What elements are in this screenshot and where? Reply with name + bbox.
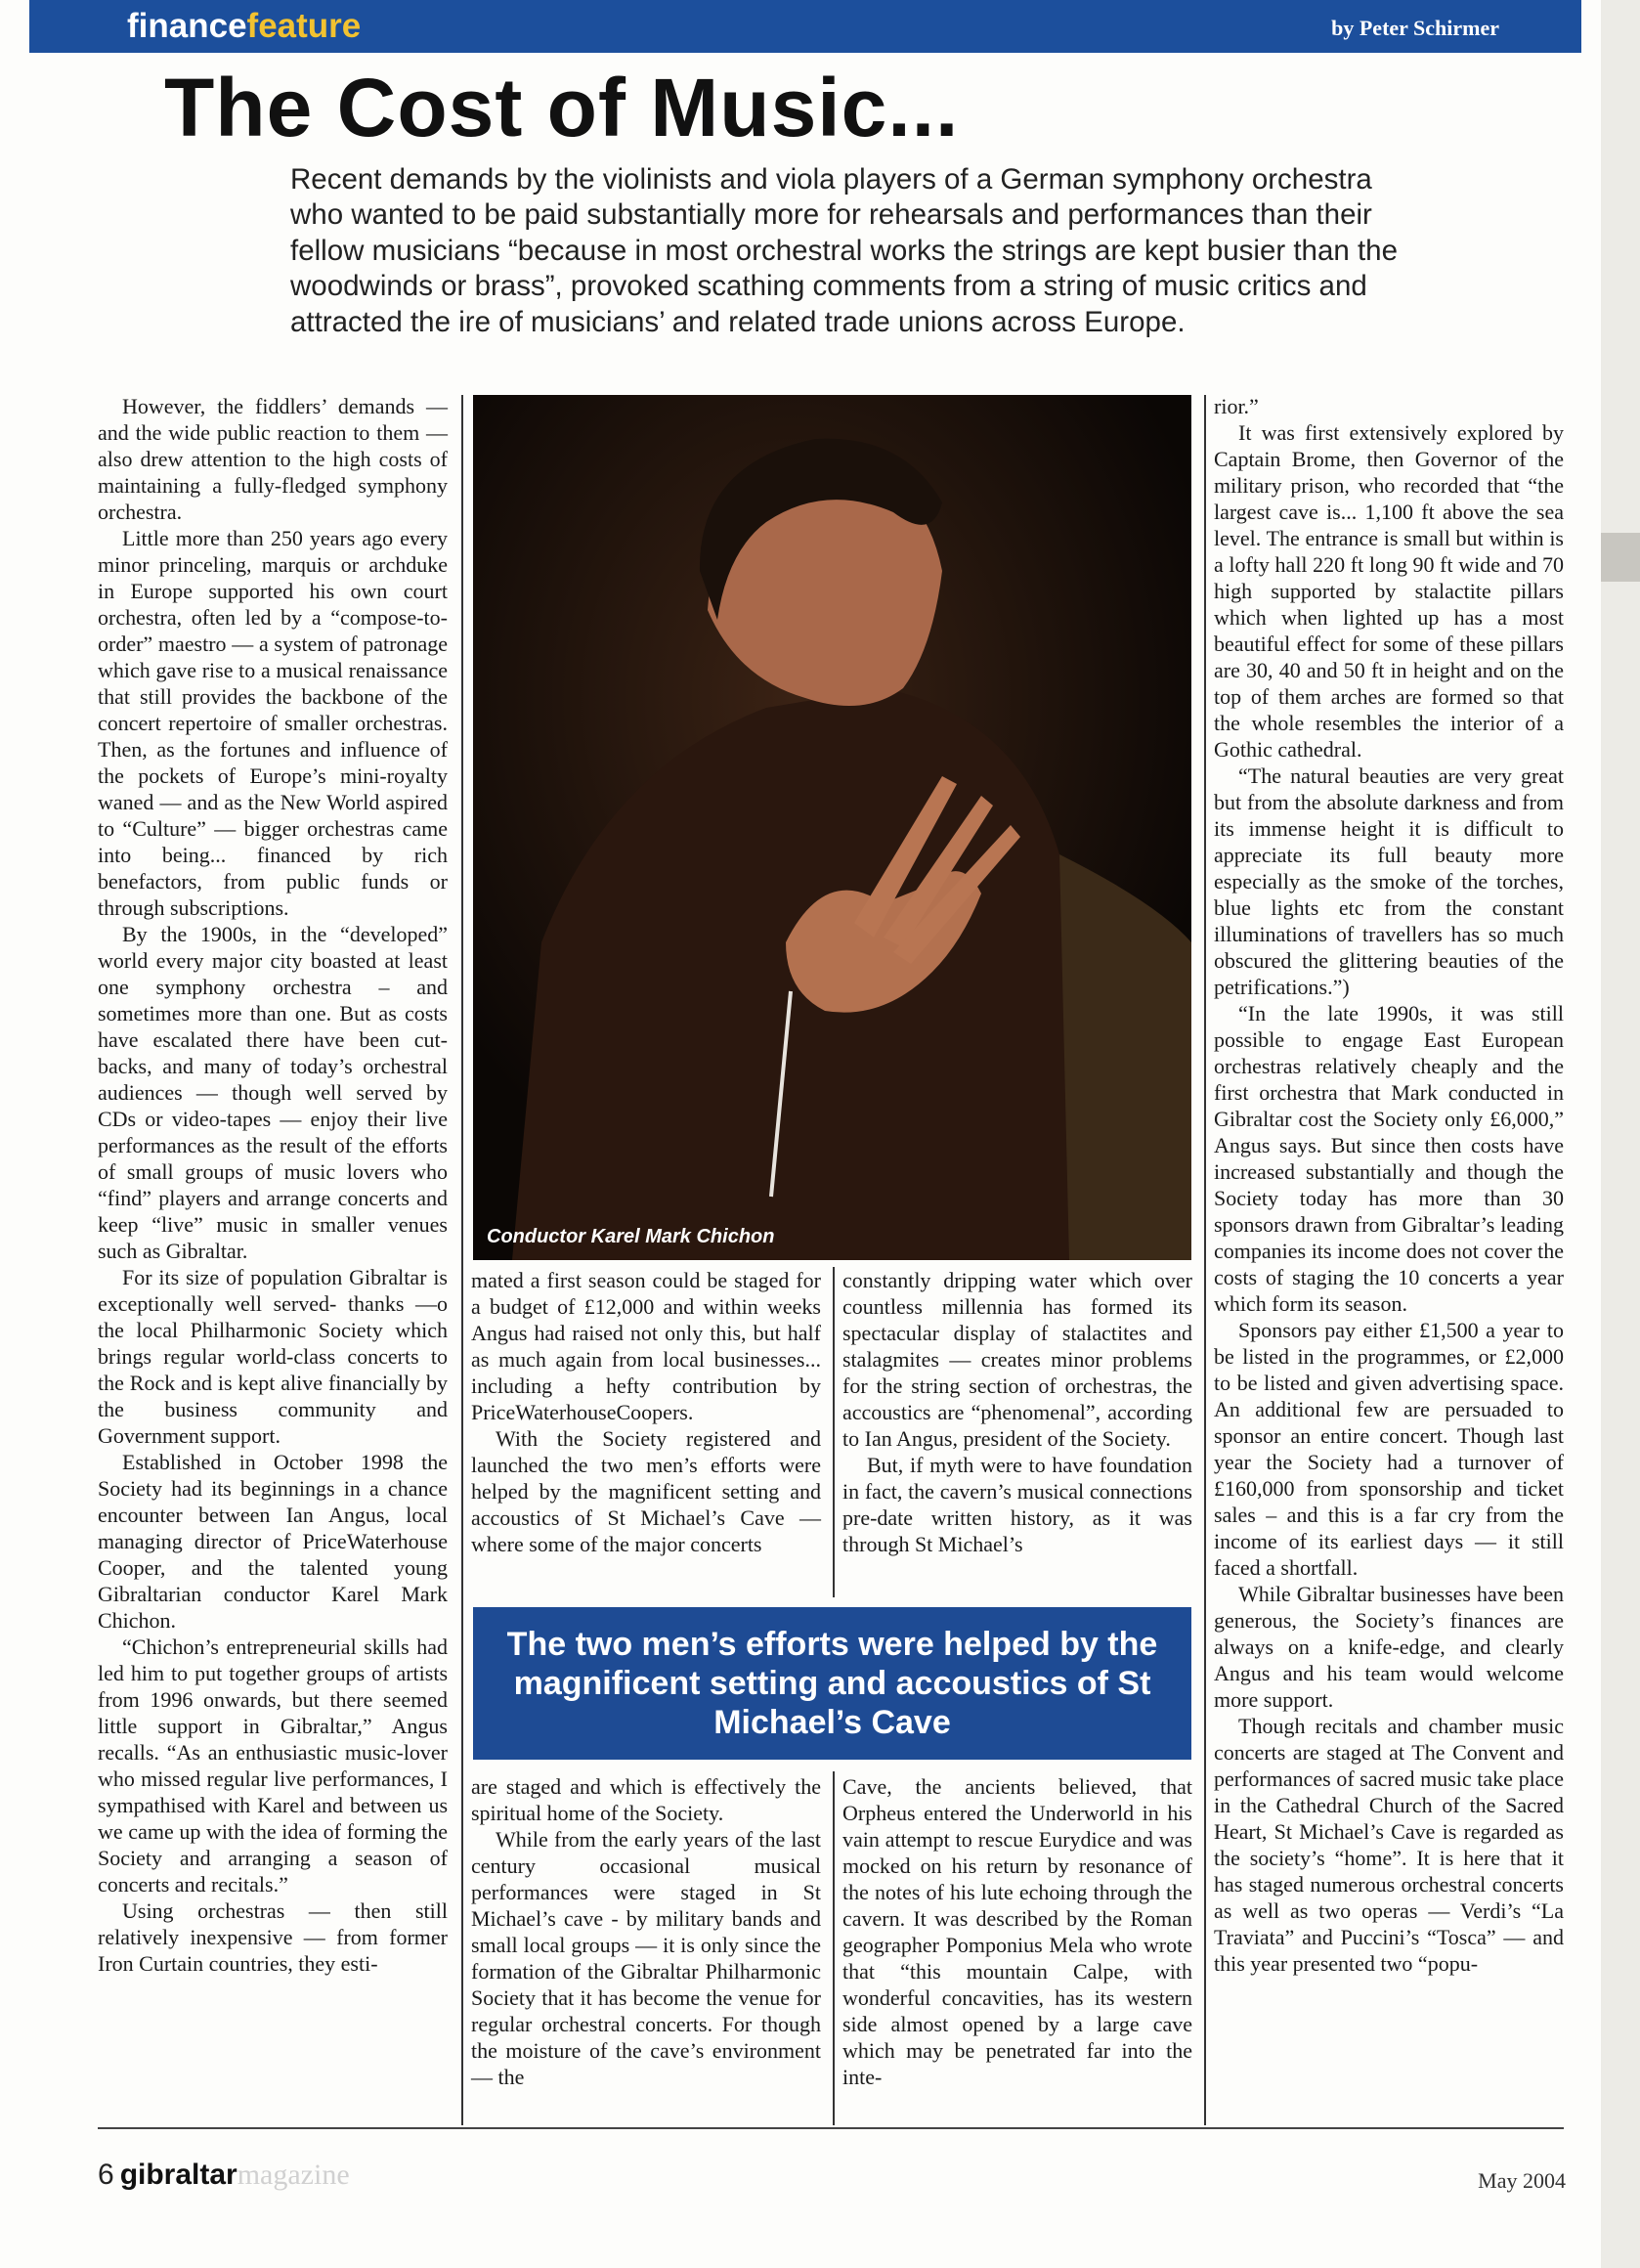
footer-rule — [98, 2127, 1564, 2129]
section-header-bar — [29, 0, 1581, 53]
byline: by Peter Schirmer — [1331, 16, 1499, 40]
paragraph: By the 1900s, in the “developed” world every major city boasted at least one symphony orchestra – and sometimes more than one. But as costs have escalated there have been cut-backs, and many of today’s orchestral audiences — though well served by CDs or video-tapes — enjoy their live performances as the result of the efforts of small groups of music lovers who “find” players and arrange concerts and keep “live” music in smaller venues such as Gibraltar. — [98, 922, 448, 1263]
page-folio — [98, 2159, 350, 2192]
paragraph: Established in October 1998 the Society had its beginnings in a chance encounter between Ian Angus, local managing director of PriceWaterhouse Cooper, and the talented young Gibraltarian conductor Karel Mark Chichon. — [98, 1450, 448, 1633]
paragraph: While from the early years of the last century occasional musical performances were staged in St Michael’s cave - by military bands and small local groups — it is only since the formation of the Gibraltar Philharmonic Society that it has become the venue for regular orchestral concerts. For though the moisture of the cave’s environment — the — [471, 1827, 821, 2089]
paragraph: With the Society registered and launched the two men’s efforts were helped by the magnificent setting and accoustics of St Michael’s Cave — where some of the major concerts — [471, 1426, 821, 1556]
column-4 — [1214, 393, 1564, 1977]
paragraph: “The natural beauties are very great but from the absolute darkness and from its immense height it is difficult to appreciate its full beauty more especially as the smoke of the torches, blue lights etc from the constant illuminations of travellers has so much obscured the glittering beauties of the petrifications.”) — [1214, 763, 1564, 999]
page-number: 6 — [98, 2159, 114, 2191]
magazine-name: gibraltar — [119, 2159, 237, 2191]
paragraph: However, the fiddlers’ demands — and the wide public reaction to them — also drew attention to the high costs of maintaining a fully-fledged symphony orchestra. — [98, 394, 448, 524]
conductor-photo — [473, 395, 1191, 1260]
paragraph: constantly dripping water which over countless millennia has formed its spectacular display of stalactites and stalagmites — creates minor problems for the string section of orchestras, the accoustics are “phenomenal”, according to Ian Angus, president of the Society. — [842, 1268, 1192, 1451]
paragraph: Using orchestras — then still relatively inexpensive — from former Iron Curtain countries, they esti- — [98, 1898, 448, 1976]
issue-date: May 2004 — [1478, 2168, 1566, 2193]
pull-quote-text: The two men’s efforts were helped by the magnificent setting and accoustics of St Michael’s Cave — [506, 1626, 1158, 1741]
paragraph: Sponsors pay either £1,500 a year to be listed in the programmes, or £2,000 to be listed and given advertising space. An additional few are persuaded to sponsor an entire concert. Though last year the Society had a turnover of £160,000 from sponsorship and ticket sales – and this is a far cry from the income of its earliest days — it still faced a shortfall. — [1214, 1318, 1564, 1580]
section-label: financefeature — [127, 7, 362, 45]
paragraph: “Chichon’s entrepreneurial skills had led him to put together groups of artists from 1996 onwards, but there seemed little support in Gibraltar,” Angus recalls. “As an enthusiastic music-lover who missed regular live performances, I sympathised with Karel and between us we came up with the idea of forming the Society and arranging a season of concerts and recitals.” — [98, 1635, 448, 1897]
page-edge — [1601, 0, 1640, 2268]
paragraph: But, if myth were to have foundation in fact, the cavern’s musical connections pre-date written history, as it was through St Michael’s — [842, 1453, 1192, 1556]
column-3-top — [842, 1267, 1192, 1557]
paragraph: Cave, the ancients believed, that Orpheus entered the Underworld in his vain attempt to rescue Eurydice and was mocked on his return by resonance of the notes of his lute echoing through the cavern. It was described by the Roman geographer Pomponius Mela who wrote that “this mountain Calpe, with wonderful concavities, has its western side almost opened by a large cave which may be penetrated far into the inte- — [842, 1774, 1192, 2089]
article-title: The Cost of Music... — [164, 62, 960, 153]
photo-caption: Conductor Karel Mark Chichon — [487, 1226, 775, 1247]
paragraph: are staged and which is effectively the spiritual home of the Society. — [471, 1774, 821, 1825]
paragraph: mated a first season could be staged for a budget of £12,000 and within weeks Angus had raised not only this, but half as much again from local businesses... including a hefty contribution by PriceWaterhouseCoopers. — [471, 1268, 821, 1424]
column-2-bottom — [471, 1773, 821, 2090]
column-rule — [833, 1267, 835, 1597]
paragraph: “In the late 1990s, it was still possible to engage East European orchestras relatively cheaply and the first orchestra that Mark conducted in Gibraltar cost the Society only £6,000,” Angus says. But since then costs have increased substantially and though the Society today has more than 30 sponsors drawn from Gibraltar’s leading companies its income does not cover the costs of staging the 10 concerts a year which form its season. — [1214, 1001, 1564, 1316]
paragraph: Little more than 250 years ago every minor princeling, marquis or archduke in Europe supported his own court orchestra, often led by a “compose-to-order” maestro — a system of patronage which gave rise to a musical renaissance that still provides the backbone of the concert repertoire of smaller orchestras. Then, as the fortunes and influence of the pockets of Europe’s mini-royalty waned — and as the New World aspired to “Culture” — bigger orchestras came into being... financed by rich benefactors, from public funds or through subscriptions. — [98, 526, 448, 920]
paragraph: It was first extensively explored by Captain Brome, then Governor of the military prison, who recorded that “the largest cave is... 1,100 ft above the sea level. The entrance is small but within is a lofty hall 220 ft long 90 ft wide and 70 high supported by stalactite pillars which when lighted up has a most beautiful effect for some of these pillars are 30, 40 and 50 ft in height and on the top of them arches are formed so that the whole resembles the interior of a Gothic cathedral. — [1214, 420, 1564, 762]
paragraph: rior.” — [1214, 394, 1259, 418]
column-3-bottom — [842, 1773, 1192, 2090]
paragraph: While Gibraltar businesses have been generous, the Society’s finances are always on a knife-edge, and clearly Angus and his team would welcome more support. — [1214, 1582, 1564, 1712]
page-edge-tab — [1601, 533, 1640, 582]
conductor-illustration — [473, 395, 1191, 1260]
magazine-name-light: magazine — [237, 2159, 350, 2191]
standfirst: Recent demands by the violinists and viola players of a German symphony orchestra who wanted to be paid substantially more for rehearsals and performances than their fellow musicians “because in most orchestral works the strings are kept busier than the woodwinds or brass”, provoked scathing comments from a string of music critics and attracted the ire of musicians’ and related trade unions across Europe. — [290, 163, 1398, 338]
column-rule — [461, 395, 463, 2125]
pull-quote — [473, 1607, 1191, 1760]
column-rule — [1204, 395, 1206, 2125]
paragraph: For its size of population Gibraltar is exceptionally well served- thanks —o the local Philharmonic Society which brings regular world-class concerts to the Rock and is kept alive financially by the business community and Government support. — [98, 1265, 448, 1448]
paragraph: Though recitals and chamber music concerts are staged at The Convent and performances of sacred music take place in the Cathedral Church of the Sacred Heart, St Michael’s Cave is regarded as the society’s “home”. It is here that it has staged numerous orchestral concerts as well as two operas — Verdi’s “La Traviata” and Puccini’s “Tosca” — and this year presented two “popu- — [1214, 1714, 1564, 1976]
column-rule — [833, 1771, 835, 2125]
column-1 — [98, 393, 448, 1977]
column-2-top — [471, 1267, 821, 1557]
